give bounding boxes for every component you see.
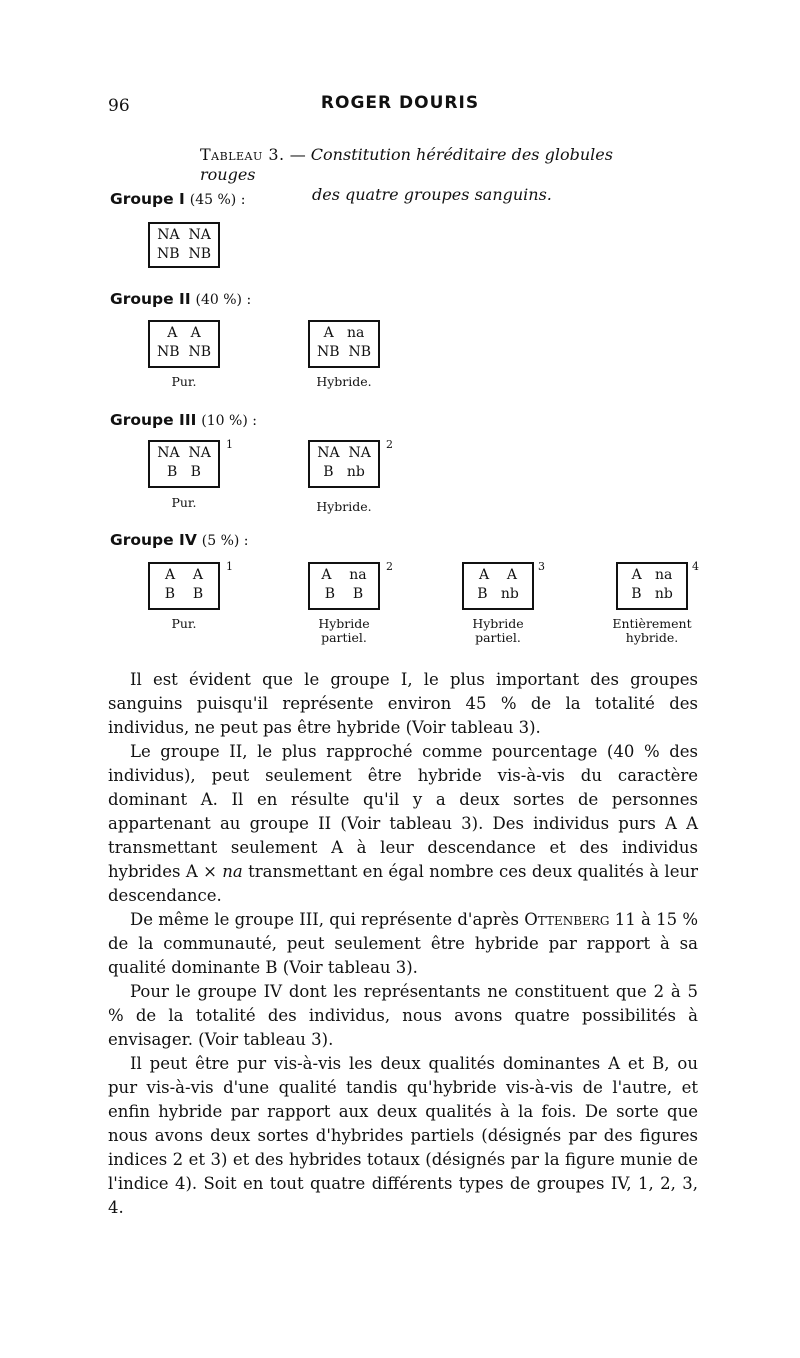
page-number: 96 [108,96,130,116]
group-4-name: Groupe IV [110,531,197,549]
label-line: Entièrement [612,616,692,631]
paragraph-1: Il est évident que le groupe I, le plus important des groupes sanguins puisqu'il représente environ 45 % de la totalité des individus, ne peut pas être hybride (Voir tableau 3). [108,670,698,737]
group-1-name: Groupe I [110,190,185,208]
label-line: hybride. [625,630,679,645]
group-1-pct: (45 %) : [189,192,246,208]
text-span: 11 à 15 % de la communauté, peut seulement être hybride par rapport à sa qualité dominante B (Voir tableau 3). [108,910,698,977]
label-g2-hybrid: Hybride. [316,374,372,389]
box-row: NA NA [157,445,211,461]
group-2-heading [110,290,251,308]
text-span: Le groupe II, le plus rapproché comme pourcentage (40 % des individus), peut seulement être hybride vis-à-vis du caractère dominant A. Il en résulte qu'il y a deux sortes de personnes appartenant au groupe II (Voir tableau 3). Des individus purs A A transmettant seulement A à leur descendance et des individus hybrides A × [108,742,698,881]
label-g4-4 [600,617,704,645]
box-row: B nb [477,586,519,602]
group-3-pct: (10 %) : [201,413,257,429]
label-g3-hybrid: Hybride. [316,499,372,514]
body-text [108,668,698,1220]
caption-dash: — [289,145,306,164]
box-row: B nb [323,464,365,480]
box-row: NB NB [317,344,371,360]
box-g3-hybrid [308,440,380,488]
box-row: A na [321,567,367,583]
group-2-name: Groupe II [110,290,191,308]
index-superscript: 3 [538,560,545,573]
label-line: Hybride [472,616,524,631]
group-4-heading [110,531,249,549]
box-row: NB NB [157,246,211,262]
box-g1 [148,222,220,268]
paragraph-2 [108,740,698,908]
group-1-heading [110,190,245,208]
text-span: De même le groupe III, qui représente d'après [130,910,525,929]
box-g2-hybrid [308,320,380,368]
text-span: transmettant en égal nombre ces deux qualités à leur descendance. [108,862,698,905]
table-label: Tableau 3. [200,145,285,164]
paragraph-4: Pour le groupe IV dont les représentants ne constituent que 2 à 5 % de la totalité des individus, nous avons quatre possibilités à envisager. (Voir tableau 3). [108,982,698,1049]
index-superscript: 2 [386,438,393,451]
box-row: B B [324,586,364,602]
group-4-pct: (5 %) : [201,533,249,549]
group-2-pct: (40 %) : [195,292,252,308]
box-g2-pure [148,320,220,368]
paragraph-3 [108,908,698,980]
box-row: NA NA [157,227,211,243]
box-row: NA NA [317,445,371,461]
box-g4-1 [148,562,220,610]
group-3-heading [110,411,257,429]
box-row: NB NB [157,344,211,360]
table-caption [200,145,670,205]
italic-na: na [222,862,243,881]
label-g3-pure: Pur. [171,495,197,510]
index-superscript: 1 [226,560,233,573]
paragraph-5: Il peut être pur vis-à-vis les deux qualités dominantes A et B, ou pur vis-à-vis d'une qualité tandis qu'hybride vis-à-vis de l'autre, et enfin hybride par rapport aux deux qualités à la fois. De sorte que nous avons deux sortes d'hybrides partiels (désignés par des figures indices 2 et 3) et des hybrides totaux (désignés par la figure munie de l'indice 4). Soit en tout quatre différents types de groupes IV, 1, 2, 3, 4. [108,1054,698,1217]
box-g4-4 [616,562,688,610]
index-superscript: 1 [226,438,233,451]
box-row: B B [164,586,204,602]
label-line: Hybride [318,616,370,631]
author-name: Ottenberg [524,910,610,929]
index-superscript: 4 [692,560,699,573]
label-g4-3 [454,617,542,645]
group-3-name: Groupe III [110,411,197,429]
box-row: A A [164,567,204,583]
label-g4-2 [300,617,388,645]
index-superscript: 2 [386,560,393,573]
label-g2-pure: Pur. [171,374,197,389]
label-g4-1: Pur. [171,616,197,631]
box-row: B nb [631,586,673,602]
running-title: ROGER DOURIS [320,93,480,113]
box-row: A A [167,325,201,341]
box-g3-pure [148,440,220,488]
box-g4-3 [462,562,534,610]
box-row: A na [323,325,365,341]
box-row: A A [478,567,518,583]
box-row: A na [631,567,673,583]
label-line: partiel. [321,630,367,645]
table-title-line1: Constitution héréditaire des globules rouges [200,145,613,184]
box-g4-2 [308,562,380,610]
table-title-line2: des quatre groupes sanguins. [312,185,552,204]
box-row: B B [167,464,201,480]
label-line: partiel. [475,630,521,645]
